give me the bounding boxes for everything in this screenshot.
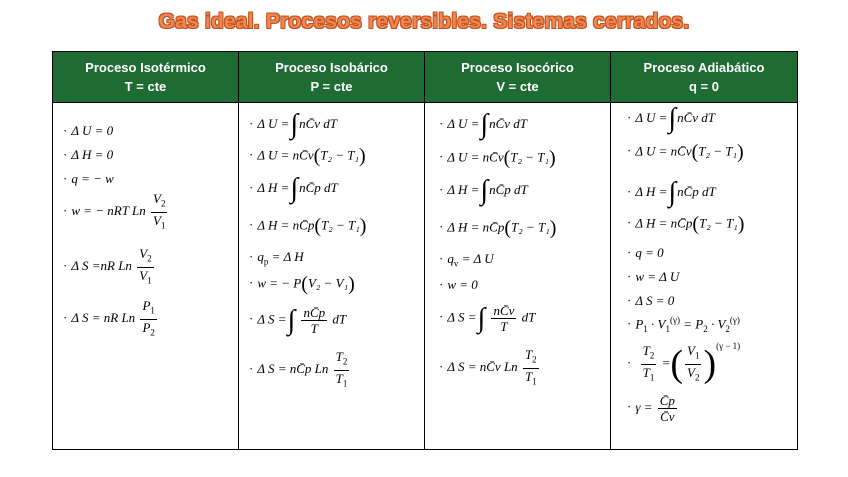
processes-table [52,51,798,450]
cell-isobaric [239,103,425,450]
formula-ds: · Δ S = 0 [627,293,675,308]
formula-w: · w = 0 [439,277,478,292]
formula-w: · w = Δ U [627,269,680,284]
formula-du-integral: · Δ U =∫nC̄v dT [627,103,715,134]
formula-ds: · Δ S = nC̄p Ln $\frac{T_2}{T_1}$ [249,349,348,389]
formula-w: · w = − nRT Ln $\frac{V_2}{V_1}$ [63,191,166,231]
header-isobaric [239,52,425,103]
formula-dh-integral: · Δ H =∫nC̄p dT [439,175,528,206]
header-isochoric [425,52,611,103]
header-row [53,52,798,103]
header-isothermal [53,52,239,103]
cell-isothermal [53,103,239,450]
page-title: Gas ideal. Procesos reversibles. Sistemas cerrados. [158,10,690,33]
formula-ds-integral: · Δ S =∫ $\frac{nC̄p}{T}$ dT [249,304,347,336]
column-name: Proceso Isotérmico [85,60,206,75]
formula-w: · w = − P(V₂ − V₁) [249,273,355,295]
formula-qp: · $q_p = \Delta$ H [249,249,304,267]
formula-gamma: · γ = $\frac{C̄p}{C̄v}$ [627,393,675,424]
column-condition: P = cte [310,79,353,94]
formula-du: · Δ U = nC̄v(T₂ − T₁) [627,141,744,163]
formula-pv-gamma: · $P_1 \cdot V_1^{(\gamma)} = P_2 \cdot V_2^{(\gamma)}$ [627,315,740,334]
column-condition: q = 0 [689,79,719,94]
column-name: Proceso Isocórico [461,60,574,75]
formula-q: · q = − w [63,171,114,186]
formula-dh: · Δ H = nC̄p(T₂ − T₁) [439,217,557,239]
column-name: Proceso Isobárico [275,60,388,75]
cell-isochoric [425,103,611,450]
formula-du-integral: · Δ U =∫nC̄v dT [249,109,337,140]
column-condition: V = cte [496,79,539,94]
formula-ds-volume: · Δ S =nR Ln $\frac{V_2}{V_1}$ [63,246,152,286]
formula-dh-integral: · Δ H =∫nC̄p dT [627,177,716,208]
formula-dh-integral: · Δ H =∫nC̄p dT [249,173,338,204]
formula-ds-integral: · Δ S =∫ $\frac{nC̄v}{T}$ dT [439,302,536,334]
formula-qv: · $q_v = \Delta$ U [439,251,494,269]
cell-adiabatic [611,103,798,450]
formula-dh: · Δ H = nC̄p(T₂ − T₁) [627,213,745,235]
column-condition: T = cte [124,79,167,94]
formula-du: · Δ U = nC̄v(T₂ − T₁) [249,145,366,167]
formula-du-integral: · Δ U =∫nC̄v dT [439,109,527,140]
column-name: Proceso Adiabático [643,60,765,75]
formula-ds-pressure: · Δ S = nR Ln $\frac{P_1}{P_2}$ [63,298,155,338]
formula-du: · Δ U = 0 [63,123,114,138]
header-adiabatic [611,52,798,103]
formula-ds: · Δ S = nC̄v Ln $\frac{T_2}{T_1}$ [439,347,537,387]
formula-q: · q = 0 [627,245,664,260]
formula-dh: · Δ H = 0 [63,147,114,162]
formula-temperature-volume: · $\frac{T_2}{T_1}$ =( $\frac{V_1}{V_2}$ )$^{(\gamma - 1)}$ [627,341,741,386]
formula-du: · Δ U = nC̄v(T₂ − T₁) [439,147,556,169]
formulas-row [53,103,798,450]
formula-dh: · Δ H = nC̄p(T₂ − T₁) [249,215,367,237]
